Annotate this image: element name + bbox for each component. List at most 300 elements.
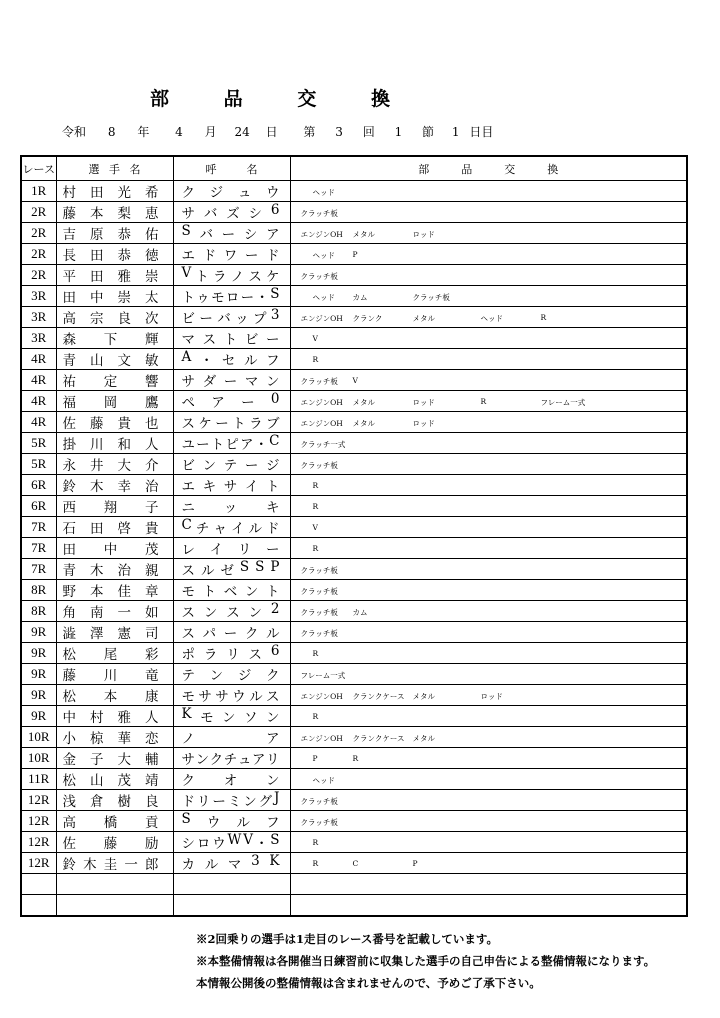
rider-char: 高 xyxy=(62,311,76,327)
part-item: V xyxy=(312,334,318,343)
parts-replaced xyxy=(290,307,687,328)
nick-char: リ xyxy=(265,752,280,768)
part-item: ロッド xyxy=(412,398,435,407)
rider-char: 敏 xyxy=(145,353,159,369)
parts-replaced xyxy=(290,538,687,559)
parts-replaced xyxy=(290,811,687,832)
race-number: 6R xyxy=(21,475,56,496)
empty-cell xyxy=(21,895,56,917)
date-year-label: 年 xyxy=(137,125,150,139)
race-number: 4R xyxy=(21,412,56,433)
nick-char: ー xyxy=(265,542,280,558)
note-3: 本情報公開後の整備情報は含まれませんので、予めご了承下さい。 xyxy=(196,976,541,990)
parts-replaced xyxy=(290,370,687,391)
nick-char: ド xyxy=(181,794,195,810)
rider-char: 田 xyxy=(62,542,76,558)
part-item: P xyxy=(312,754,318,763)
rider-char: 中 xyxy=(103,542,118,558)
nick-char: チ xyxy=(195,521,210,537)
table-row xyxy=(21,454,687,475)
header-parts-char: 部 xyxy=(418,162,430,176)
part-item: R xyxy=(540,313,547,322)
nick-char: ー xyxy=(241,395,255,411)
rider-name xyxy=(56,475,173,496)
nick-char: テ xyxy=(223,458,238,474)
part-item: クラッチ板 xyxy=(300,629,338,638)
table-row xyxy=(21,412,687,433)
part-item: メタル xyxy=(412,734,435,743)
nick-char: ュ xyxy=(237,752,252,768)
race-number: 9R xyxy=(21,622,56,643)
nick-char: ー xyxy=(221,227,236,243)
part-item: クラッチ板 xyxy=(300,818,338,827)
rider-char: 靖 xyxy=(145,773,159,789)
rider-char: 山 xyxy=(90,353,104,369)
table-row xyxy=(21,433,687,454)
bike-nickname xyxy=(173,307,290,328)
nick-char: ル xyxy=(204,857,219,873)
part-item: クラッチ一式 xyxy=(300,440,346,449)
rider-char: 希 xyxy=(145,185,159,201)
part-item: メタル xyxy=(412,314,435,323)
rider-char: 茂 xyxy=(117,773,131,789)
race-number: 7R xyxy=(21,538,56,559)
empty-cell xyxy=(290,895,687,917)
bike-nickname xyxy=(173,202,290,223)
race-number: 12R xyxy=(21,811,56,832)
nick-char: ク xyxy=(244,626,259,642)
part-item: R xyxy=(312,859,319,868)
rider-name xyxy=(56,580,173,601)
race-number: 9R xyxy=(21,685,56,706)
bike-nickname xyxy=(173,349,290,370)
rider-char: 郎 xyxy=(145,857,159,873)
nick-char: ー xyxy=(244,248,259,264)
rider-char: 茂 xyxy=(145,542,159,558)
date-line xyxy=(62,123,493,140)
nick-char: ン xyxy=(248,605,263,621)
empty-row xyxy=(21,895,687,917)
nick-char: カ xyxy=(181,857,195,873)
table-row xyxy=(21,202,687,223)
table-row xyxy=(21,286,687,307)
bike-nickname xyxy=(173,370,290,391)
table-row xyxy=(21,265,687,286)
section-label: 節 xyxy=(422,125,435,139)
rider-name xyxy=(56,748,173,769)
nick-char: リ xyxy=(237,542,252,558)
rider-char: 村 xyxy=(62,185,76,201)
part-item: V xyxy=(312,523,318,532)
nick-char: イ xyxy=(230,521,245,537)
nick-char: ダ xyxy=(202,374,217,390)
bike-nickname xyxy=(173,790,290,811)
rider-char: 岡 xyxy=(103,395,118,411)
bike-nickname xyxy=(173,265,290,286)
rider-char: 康 xyxy=(145,689,159,705)
part-item: ヘッド xyxy=(312,776,335,785)
nick-char: マ xyxy=(227,857,242,873)
rider-char: 原 xyxy=(90,227,104,243)
nick-char: V xyxy=(243,832,254,848)
rider-char: 輝 xyxy=(145,332,159,348)
nick-char: K xyxy=(181,706,192,722)
nick-char: ー xyxy=(223,374,238,390)
race-number: 3R xyxy=(21,328,56,349)
rider-char: 如 xyxy=(145,605,159,621)
table-row xyxy=(21,517,687,538)
empty-cell xyxy=(56,895,173,917)
nick-char: マ xyxy=(244,374,259,390)
rider-char: 中 xyxy=(62,710,76,726)
nick-char: S xyxy=(181,811,191,827)
part-item: R xyxy=(312,544,319,553)
rider-char: 藤 xyxy=(103,836,118,852)
part-item: C xyxy=(352,859,359,868)
nick-char: ク xyxy=(181,773,195,789)
nick-char: ウ xyxy=(212,836,226,852)
part-item: ヘッド xyxy=(312,188,335,197)
nick-char: ン xyxy=(209,668,224,684)
part-item: ロッド xyxy=(480,692,503,701)
nick-char: ス xyxy=(202,332,217,348)
rider-name xyxy=(56,307,173,328)
nick-char: 2 xyxy=(270,601,280,617)
empty-cell xyxy=(56,874,173,895)
part-item: ヘッド xyxy=(480,314,503,323)
parts-replaced xyxy=(290,328,687,349)
rider-char: 佐 xyxy=(62,416,76,432)
race-number: 2R xyxy=(21,223,56,244)
table-row xyxy=(21,307,687,328)
part-item: エンジンOH xyxy=(300,398,343,407)
rider-char: 人 xyxy=(145,710,159,726)
parts-replaced xyxy=(290,664,687,685)
rider-char: 田 xyxy=(90,521,104,537)
rider-char: 竜 xyxy=(145,668,159,684)
rider-char: 雅 xyxy=(117,710,131,726)
rider-char: 青 xyxy=(62,563,76,579)
bike-nickname xyxy=(173,223,290,244)
nick-char: ル xyxy=(266,626,280,642)
rider-char: 青 xyxy=(62,353,76,369)
rider-char: 佳 xyxy=(117,584,131,600)
nick-char: ー xyxy=(240,290,255,306)
rider-char: 輔 xyxy=(145,752,159,768)
rider-char: 松 xyxy=(62,773,76,789)
parts-replaced xyxy=(290,496,687,517)
rider-char: 尾 xyxy=(103,647,118,663)
rider-name xyxy=(56,811,173,832)
nick-char: ラ xyxy=(203,647,218,663)
rider-char: 和 xyxy=(117,437,131,453)
bike-nickname xyxy=(173,412,290,433)
parts-replaced xyxy=(290,790,687,811)
nick-char: サ xyxy=(181,374,195,390)
nick-char: ズ xyxy=(226,206,240,222)
bike-nickname xyxy=(173,832,290,853)
bike-nickname xyxy=(173,643,290,664)
nick-char: C xyxy=(269,433,280,449)
table-row xyxy=(21,559,687,580)
race-number: 5R xyxy=(21,433,56,454)
nick-char: イ xyxy=(209,542,224,558)
table-row xyxy=(21,790,687,811)
nick-char: グ xyxy=(258,794,273,810)
header-nick xyxy=(173,156,290,181)
race-number: 12R xyxy=(21,790,56,811)
rider-char: 章 xyxy=(145,584,159,600)
nick-char: ブ xyxy=(265,416,280,432)
nick-char: モ xyxy=(181,584,195,600)
race-number: 8R xyxy=(21,580,56,601)
rider-char: 雅 xyxy=(117,269,131,285)
part-item: メタル xyxy=(352,398,375,407)
parts-replaced xyxy=(290,223,687,244)
part-item: R xyxy=(352,754,359,763)
rider-char: 大 xyxy=(117,458,131,474)
rider-char: 田 xyxy=(90,248,104,264)
nick-char: K xyxy=(269,853,280,869)
nick-char: ン xyxy=(266,773,280,789)
title-char: 品 xyxy=(223,88,243,110)
nick-char: サ xyxy=(181,206,195,222)
rider-name xyxy=(56,433,173,454)
part-item: クラッチ板 xyxy=(300,608,338,617)
parts-replaced xyxy=(290,412,687,433)
table-row xyxy=(21,391,687,412)
nick-char: ケ xyxy=(198,416,212,432)
nick-char: S xyxy=(270,832,280,848)
title-char: 交 xyxy=(297,88,317,110)
bike-nickname xyxy=(173,559,290,580)
empty-cell xyxy=(173,895,290,917)
rider-char: 華 xyxy=(117,731,131,747)
table-row xyxy=(21,748,687,769)
parts-replaced xyxy=(290,517,687,538)
table-row xyxy=(21,349,687,370)
nick-char: ゥ xyxy=(196,290,210,306)
race-number: 5R xyxy=(21,454,56,475)
bike-nickname xyxy=(173,685,290,706)
race-number: 7R xyxy=(21,559,56,580)
nick-char: テ xyxy=(181,668,195,684)
rider-char: 啓 xyxy=(117,521,131,537)
part-item: R xyxy=(312,502,319,511)
parts-replaced xyxy=(290,727,687,748)
rider-name xyxy=(56,643,173,664)
bike-nickname xyxy=(173,664,290,685)
rider-char: 椋 xyxy=(90,731,104,747)
nick-char: ス xyxy=(181,605,195,621)
bike-nickname xyxy=(173,748,290,769)
rider-char: 貴 xyxy=(145,521,159,537)
table-row xyxy=(21,853,687,874)
nick-char: フ xyxy=(266,353,280,369)
nick-char: ト xyxy=(195,269,209,285)
rider-char: 浅 xyxy=(62,794,76,810)
race-number: 9R xyxy=(21,664,56,685)
race-number: 9R xyxy=(21,643,56,664)
nick-char: ピ xyxy=(225,437,239,453)
nick-char: モ xyxy=(200,710,214,726)
rider-name xyxy=(56,832,173,853)
rider-char: 大 xyxy=(117,752,131,768)
rider-char: 貴 xyxy=(117,416,131,432)
nick-char: C xyxy=(181,517,192,533)
race-number: 8R xyxy=(21,601,56,622)
parts-table xyxy=(20,155,688,917)
rider-name xyxy=(56,622,173,643)
race-number: 9R xyxy=(21,706,56,727)
parts-replaced xyxy=(290,349,687,370)
table-row xyxy=(21,475,687,496)
table-row xyxy=(21,706,687,727)
date-month-label: 月 xyxy=(204,125,217,139)
rider-char: 祐 xyxy=(62,374,76,390)
rider-name xyxy=(56,244,173,265)
nick-char: ク xyxy=(265,668,280,684)
rider-name xyxy=(56,181,173,202)
nick-char: ス xyxy=(181,626,195,642)
nick-char: ア xyxy=(266,227,280,243)
nick-char: ジ xyxy=(237,668,252,684)
rider-name xyxy=(56,685,173,706)
nick-char: ゼ xyxy=(220,563,234,579)
nick-char: ー xyxy=(196,437,210,453)
rider-name xyxy=(56,517,173,538)
parts-replaced xyxy=(290,286,687,307)
rider-char: 橋 xyxy=(103,815,118,831)
date-day-label: 日 xyxy=(265,125,278,139)
rider-char: 倉 xyxy=(90,794,104,810)
empty-row xyxy=(21,874,687,895)
table-row xyxy=(21,328,687,349)
nick-char: ル xyxy=(200,563,215,579)
nick-char: ド xyxy=(266,521,280,537)
nick-char: オ xyxy=(223,773,238,789)
empty-cell xyxy=(21,874,56,895)
rider-char: 圭 xyxy=(103,857,118,873)
part-item: R xyxy=(312,712,319,721)
nick-char: サ xyxy=(223,479,238,495)
part-item: エンジンOH xyxy=(300,734,343,743)
rider-char: 恭 xyxy=(117,227,131,243)
nick-char: ル xyxy=(243,353,258,369)
nick-char: ソ xyxy=(244,710,258,726)
bike-nickname xyxy=(173,706,290,727)
rider-name xyxy=(56,706,173,727)
parts-replaced xyxy=(290,454,687,475)
rider-char: 川 xyxy=(103,668,118,684)
nick-char: 0 xyxy=(270,391,280,407)
nick-char: ワ xyxy=(223,248,238,264)
table-row xyxy=(21,181,687,202)
parts-replaced xyxy=(290,832,687,853)
nick-char: チ xyxy=(223,752,238,768)
parts-replaced xyxy=(290,685,687,706)
nick-char: ロ xyxy=(225,290,240,306)
bike-nickname xyxy=(173,328,290,349)
part-item: メタル xyxy=(352,230,375,239)
nick-char: ト xyxy=(266,479,280,495)
rider-name xyxy=(56,412,173,433)
nick-char: モ xyxy=(211,290,225,306)
nick-char: ー xyxy=(244,458,259,474)
part-item: クランク xyxy=(352,314,383,323)
nick-char: J xyxy=(274,790,280,806)
table-row xyxy=(21,496,687,517)
nick-char: ユ xyxy=(181,437,195,453)
nick-char: ス xyxy=(226,605,240,621)
nick-char: エ xyxy=(181,248,195,264)
date-day: 24 xyxy=(234,125,250,139)
rider-name xyxy=(56,202,173,223)
rider-char: 治 xyxy=(145,479,159,495)
nick-char: ペ xyxy=(181,395,195,411)
table-row xyxy=(21,832,687,853)
table-row xyxy=(21,727,687,748)
bike-nickname xyxy=(173,244,290,265)
nick-char: バ xyxy=(203,206,218,222)
race-number: 1R xyxy=(21,181,56,202)
part-item: クラッチ板 xyxy=(300,377,338,386)
rider-name xyxy=(56,790,173,811)
note-1: ※2回乗りの選手は1走目のレース番号を記載しています。 xyxy=(196,932,499,946)
part-item: カム xyxy=(352,608,368,617)
nick-char: ク xyxy=(181,185,195,201)
nick-char: ビ xyxy=(244,332,259,348)
nick-char: イ xyxy=(244,479,259,495)
nick-char: ー xyxy=(215,416,229,432)
parts-replaced xyxy=(290,853,687,874)
bike-nickname xyxy=(173,517,290,538)
nick-char: ノ xyxy=(181,731,195,747)
race-number: 10R xyxy=(21,748,56,769)
part-item: クランクケース xyxy=(352,692,405,701)
race-number: 12R xyxy=(21,832,56,853)
rider-char: 太 xyxy=(145,290,159,306)
rider-char: 角 xyxy=(62,605,76,621)
nick-char: ラ xyxy=(213,269,227,285)
rider-char: 金 xyxy=(62,752,76,768)
race-number: 4R xyxy=(21,349,56,370)
rider-char: 高 xyxy=(62,815,76,831)
series-num: 3 xyxy=(335,125,343,139)
header-rider xyxy=(56,156,173,181)
notes xyxy=(196,928,655,994)
header-nick-char: 名 xyxy=(246,162,258,176)
nick-char: W xyxy=(227,832,242,848)
header-rider-char: 選 xyxy=(88,162,100,176)
rider-char: 西 xyxy=(62,500,76,516)
rider-char: 井 xyxy=(90,458,104,474)
nick-char: シ xyxy=(243,227,258,243)
table-header-row xyxy=(21,156,687,181)
nick-char: S xyxy=(181,223,191,239)
nick-char: ス xyxy=(248,647,263,663)
nick-char: ビ xyxy=(181,458,195,474)
bike-nickname xyxy=(173,769,290,790)
section-num: 1 xyxy=(394,125,403,139)
bike-nickname xyxy=(173,811,290,832)
nick-char: ン xyxy=(195,752,210,768)
rider-char: 梨 xyxy=(117,206,131,222)
part-item: R xyxy=(312,355,319,364)
rider-char: 森 xyxy=(62,332,76,348)
rider-name xyxy=(56,853,173,874)
nick-char: キ xyxy=(202,479,217,495)
